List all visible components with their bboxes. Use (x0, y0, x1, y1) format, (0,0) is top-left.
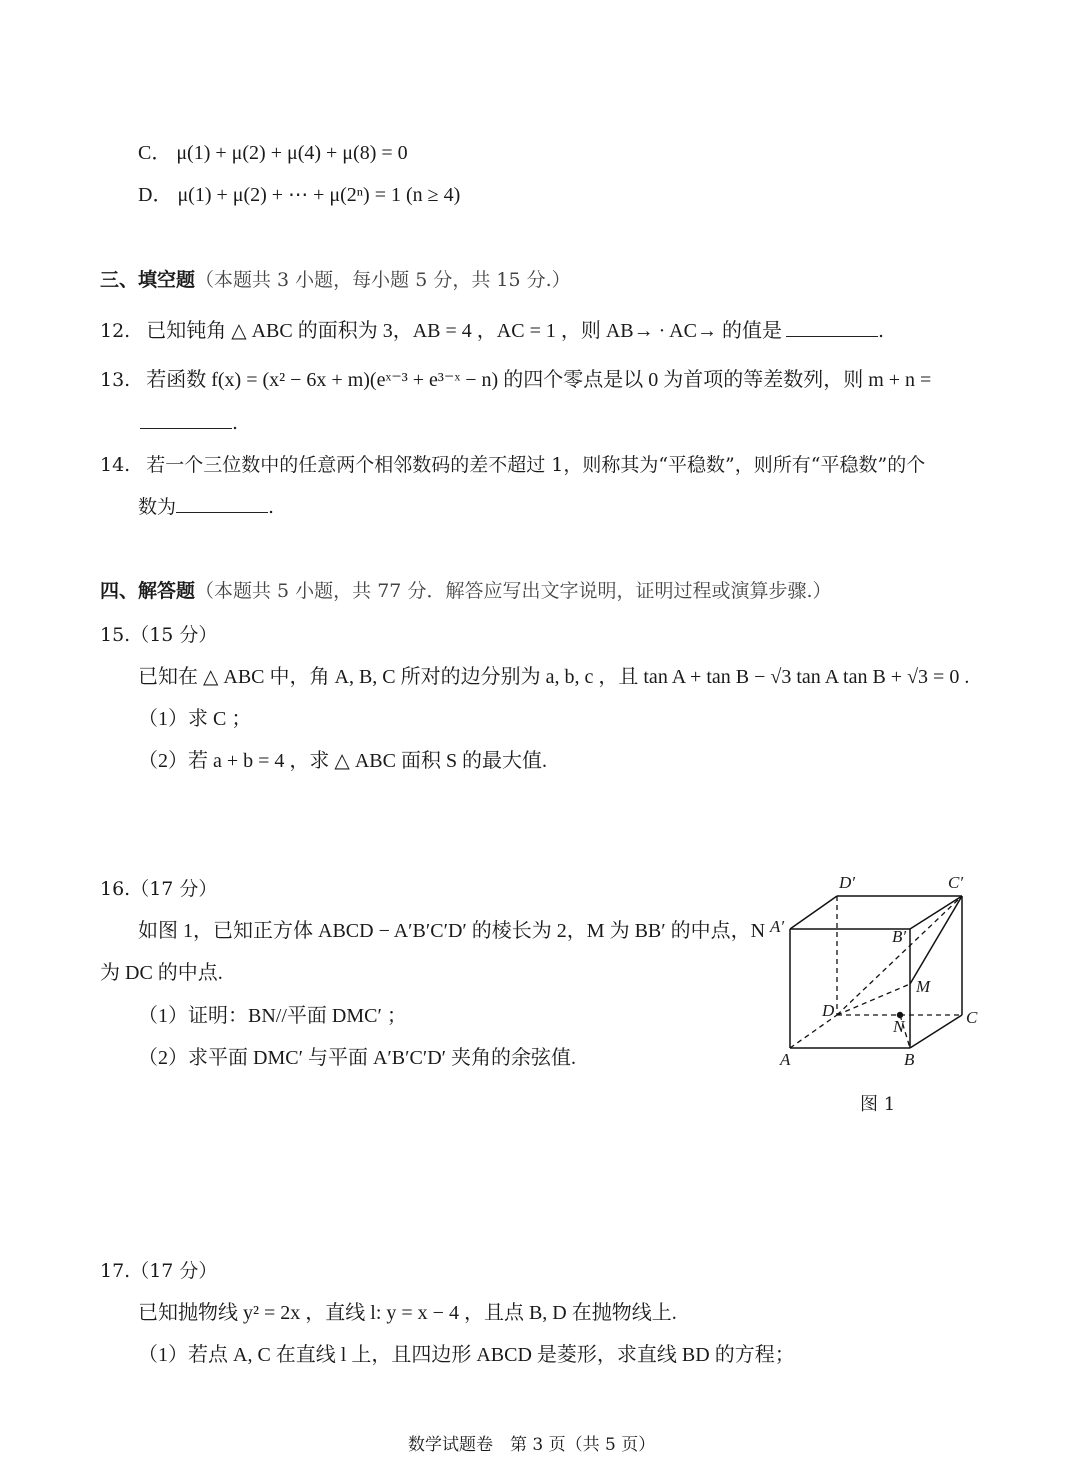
section-4-title: 四、解答题 (100, 580, 196, 602)
q14-text-2: 数为 (138, 496, 177, 518)
q15-stem: 已知在 △ ABC 中，角 A, B, C 所对的边分别为 a, b, c ，且 tan A + tan B − √3 tan A tan B + √3 = 0 . (138, 666, 970, 688)
q12-number: 12. (100, 320, 131, 342)
q16-part-1: （1）证明：BN//平面 DMC′ ； (138, 1005, 407, 1027)
label-m: M (916, 977, 931, 996)
label-b: B (904, 1050, 915, 1069)
label-cp: C′ (948, 873, 964, 892)
q16-part-2: （2）求平面 DMC′ 与平面 A′B′C′D′ 夹角的余弦值. (138, 1047, 577, 1069)
option-d: D． μ(1) + μ(2) + ⋯ + μ(2ⁿ) = 1 (n ≥ 4) (138, 184, 461, 206)
section-4-note: （本题共 5 小题，共 77 分．解答应写出文字说明，证明过程或演算步骤.） (195, 580, 832, 602)
q14-number: 14. (100, 454, 131, 476)
q16-head: 16.（17 分） (100, 878, 218, 900)
q17-part-1: （1）若点 A, C 在直线 l 上，且四边形 ABCD 是菱形，求直线 BD 的方程； (138, 1344, 795, 1366)
label-a: A (780, 1050, 791, 1069)
section-3-note: （本题共 3 小题，每小题 5 分，共 15 分.） (195, 269, 571, 291)
q17-head: 17.（17 分） (100, 1260, 218, 1282)
segment-d-m-hidden (837, 984, 910, 1015)
label-c: C (966, 1008, 978, 1027)
section-3-title: 三、填空题 (100, 269, 196, 291)
label-dp: D′ (839, 873, 855, 892)
q12-end: . (877, 320, 885, 342)
q13-text: 若函数 f(x) = (x² − 6x + m)(eˣ⁻³ + e³⁻ˣ − n) 的四个零点是以 0 为首项的等差数列，则 m + n = (146, 369, 932, 391)
edge-b-c (910, 1015, 962, 1048)
segment-d-cp-hidden (837, 896, 962, 1015)
q14-end: . (268, 496, 275, 518)
q15-part-1: （1）求 C ； (138, 708, 252, 730)
label-bp: B′ (892, 927, 907, 946)
q12-text: 已知钝角 △ ABC 的面积为 3，AB = 4 ，AC = 1 ，则 AB→ · AC→ 的值是 (146, 320, 782, 342)
edge-bp-cp (910, 896, 962, 929)
q13-number: 13. (100, 369, 131, 391)
page-footer: 数学试题卷 第 3 页（共 5 页） (408, 1435, 656, 1455)
label-d: D (822, 1001, 835, 1020)
q16-stem-2: 为 DC 的中点. (100, 962, 223, 984)
q17-stem: 已知抛物线 y² = 2x ，直线 l: y = x − 4 ，且点 B, D 在抛物线上. (138, 1302, 677, 1324)
segment-m-cp (910, 896, 962, 984)
option-c: C． μ(1) + μ(2) + μ(4) + μ(8) = 0 (138, 142, 408, 164)
edge-ap-dp (790, 896, 837, 929)
q15-part-2: （2）若 a + b = 4 ，求 △ ABC 面积 S 的最大值. (138, 750, 548, 772)
q16-stem-1: 如图 1，已知正方体 ABCD − A′B′C′D′ 的棱长为 2，M 为 BB′ 的中点，N (138, 920, 766, 942)
q15-head: 15.（15 分） (100, 624, 218, 646)
q14-text: 若一个三位数中的任意两个相邻数码的差不超过 1，则称其为“平稳数”，则所有“平稳数”的个 (146, 454, 926, 476)
q13-end: . (232, 412, 239, 434)
figure-caption: 图 1 (860, 1094, 896, 1115)
label-n: N (893, 1017, 905, 1036)
label-ap: A′ (770, 917, 785, 936)
